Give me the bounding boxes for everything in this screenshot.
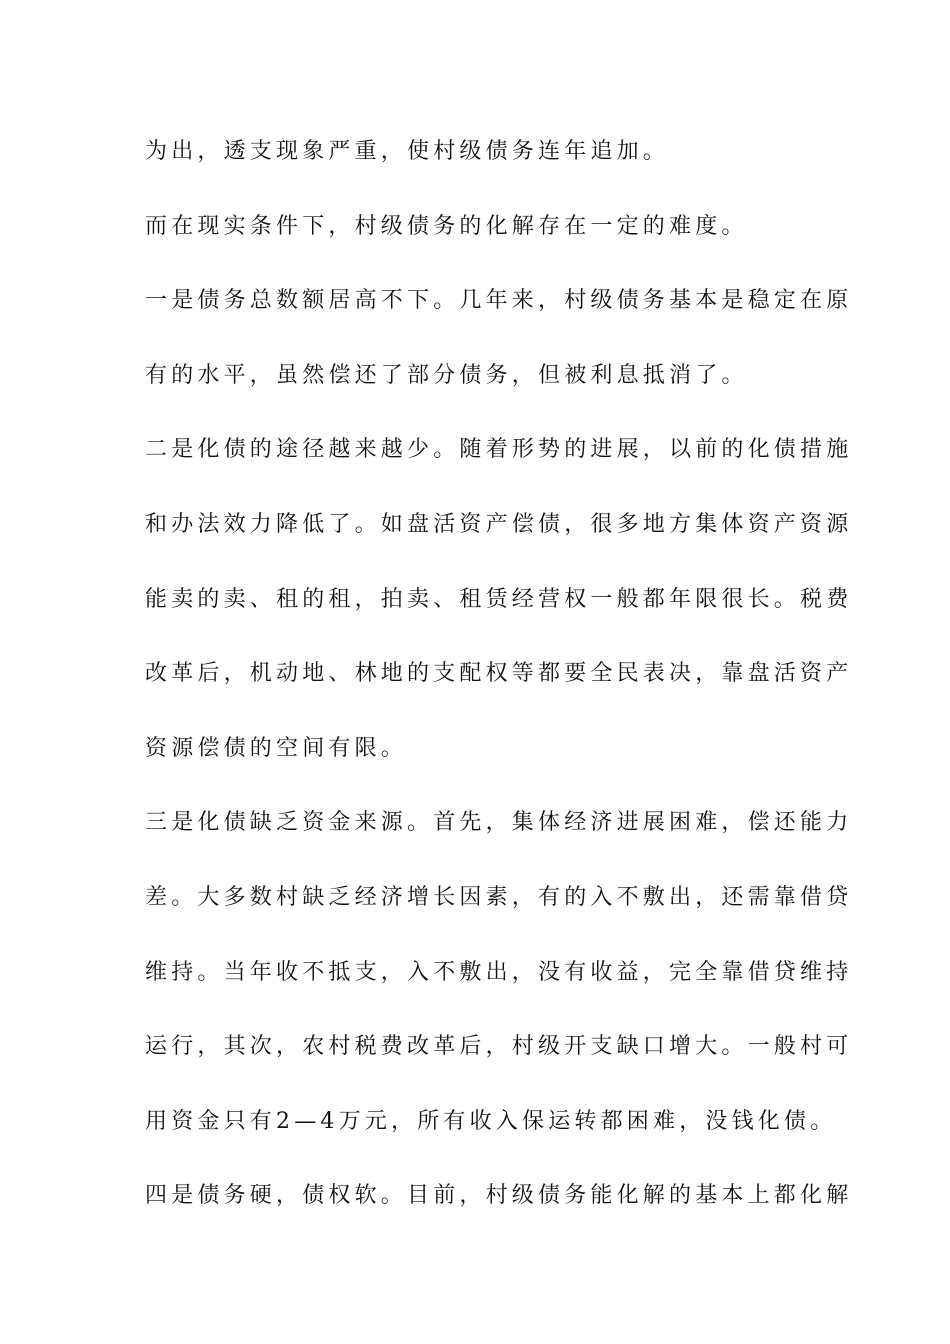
text-line: 能卖的卖、租的租，拍卖、租赁经营权一般都年限很长。税费: [145, 586, 853, 612]
body-text: [145, 130, 853, 1249]
text-line: 而在现实条件下，村级债务的化解存在一定的难度。: [145, 213, 748, 239]
text-line: 和办法效力降低了。如盘活资产偿债，很多地方集体资产资源: [145, 511, 853, 537]
text-line: 一是债务总数额居高不下。几年来，村级债务基本是稳定在原: [145, 288, 853, 314]
text-line: 维持。当年收不抵支，入不敷出，没有收益，完全靠借贷维持: [145, 959, 853, 985]
text-line: 资源偿债的空间有限。: [145, 735, 408, 761]
text-line: 差。大多数村缺乏经济增长因素，有的入不敷出，还需靠借贷: [145, 884, 853, 910]
text-line: 用资金只有2—4万元，所有收入保运转都困难，没钱化债。: [145, 1108, 837, 1134]
text-line: 运行，其次，农村税费改革后，村级开支缺口增大。一般村可: [145, 1034, 853, 1060]
text-line: 三是化债缺乏资金来源。首先，集体经济进展困难，偿还能力: [145, 810, 853, 836]
text-line: 为出，透支现象严重，使村级债务连年追加。: [145, 139, 670, 164]
text-line: 四是债务硬，债权软。目前，村级债务能化解的基本上都化解: [145, 1183, 853, 1209]
text-line: 有的水平，虽然偿还了部分债务，但被利息抵消了。: [145, 362, 748, 388]
text-line: 二是化债的途径越来越少。随着形势的进展，以前的化债措施: [145, 437, 853, 463]
text-line: 改革后，机动地、林地的支配权等都要全民表决，靠盘活资产: [145, 661, 853, 687]
